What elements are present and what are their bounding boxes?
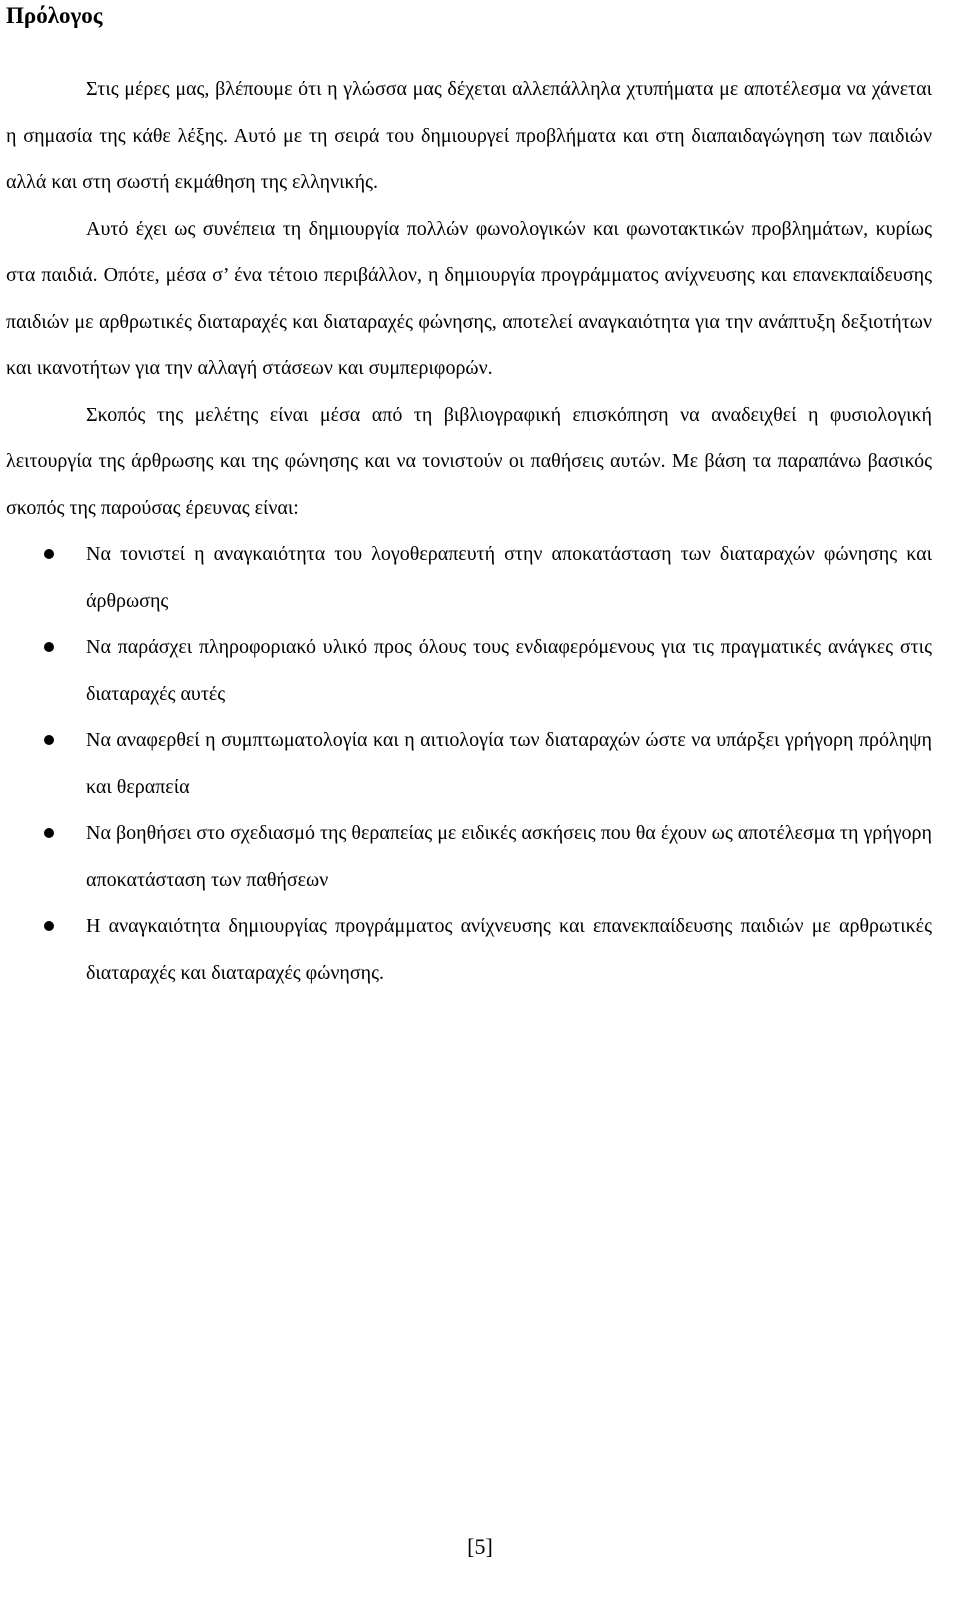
document-body (6, 66, 932, 996)
list-item: Να τονιστεί η αναγκαιότητα του λογοθεραπευτή στην αποκατάσταση των διαταραχών φώνησης και άρθρωσης (6, 531, 932, 624)
paragraph: Στις μέρες μας, βλέπουμε ότι η γλώσσα μας δέχεται αλλεπάλληλα χτυπήματα με αποτέλεσμα να χάνεται η σημασία της κάθε λέξης. Αυτό με τη σειρά του δημιουργεί προβλήματα και στη διαπαιδαγώγηση των παιδιών αλλά και στη σωστή εκμάθηση της ελληνικής. (6, 78, 932, 193)
objectives-list (6, 531, 932, 996)
list-item: Η αναγκαιότητα δημιουργίας προγράμματος ανίχνευσης και επανεκπαίδευσης παιδιών με αρθρωτικές διαταραχές και διαταραχές φώνησης. (6, 903, 932, 996)
paragraph: Σκοπός της μελέτης είναι μέσα από τη βιβλιογραφική επισκόπηση να αναδειχθεί η φυσιολογική λειτουργία της άρθρωσης και της φώνησης και να τονιστούν οι παθήσεις αυτών. Με βάση τα παραπάνω βασικός σκοπός της παρούσας έρευνας είναι: (6, 403, 932, 519)
list-item: Να βοηθήσει στο σχεδιασμό της θεραπείας με ειδικές ασκήσεις που θα έχουν ως αποτέλεσμα τη γρήγορη αποκατάσταση των παθήσεων (6, 810, 932, 903)
list-item: Να αναφερθεί η συμπτωματολογία και η αιτιολογία των διαταραχών ώστε να υπάρξει γρήγορη πρόληψη και θεραπεία (6, 717, 932, 810)
paragraph: Αυτό έχει ως συνέπεια τη δημιουργία πολλών φωνολογικών και φωνοτακτικών προβλημάτων, κυρίως στα παιδιά. Οπότε, μέσα σ’ ένα τέτοιο περιβάλλον, η δημιουργία προγράμματος ανίχνευσης και επανεκπαίδευσης παιδιών με αρθρωτικές διαταραχές και διαταραχές φώνησης, αποτελεί αναγκαιότητα για την ανάπτυξη δεξιοτήτων και ικανοτήτων για την αλλαγή στάσεων και συμπεριφορών. (6, 217, 932, 379)
list-item: Να παράσχει πληροφοριακό υλικό προς όλους τους ενδιαφερόμενους για τις πραγματικές ανάγκες στις διαταραχές αυτές (6, 624, 932, 717)
page-number: [5] (467, 1534, 493, 1559)
page-title: Πρόλογος (6, 3, 103, 28)
